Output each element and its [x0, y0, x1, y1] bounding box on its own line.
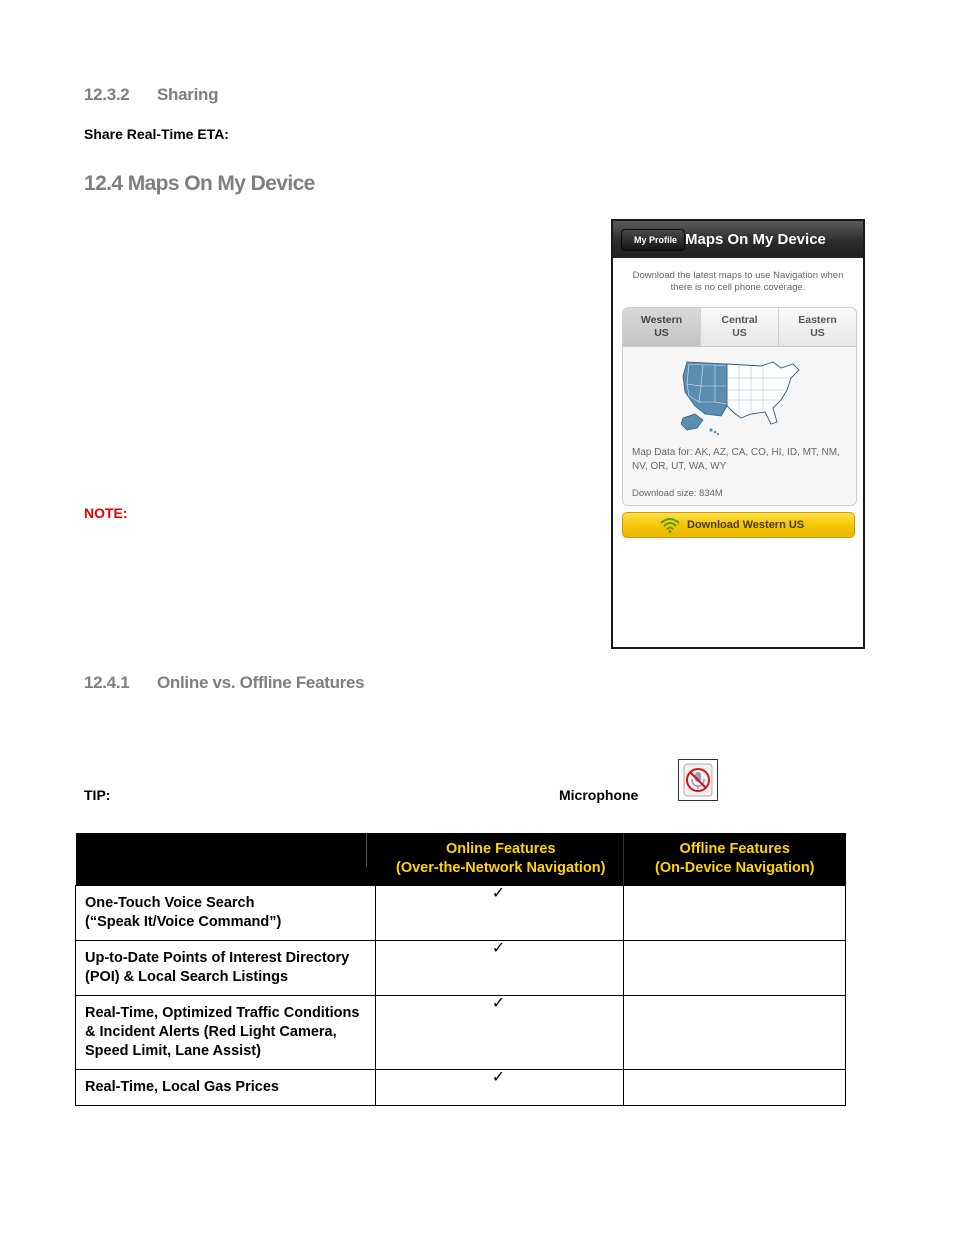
- feature-name-cell: [76, 996, 376, 1070]
- checkmark-icon: ✓: [491, 885, 506, 902]
- download-size-text: Download size: 834M: [632, 488, 723, 499]
- online-check-cell: [376, 941, 624, 996]
- feature-line: Real-Time, Optimized Traffic Conditions: [85, 1005, 360, 1021]
- section-title: Online vs. Offline Features: [157, 673, 365, 692]
- phone-nav-bar: [613, 221, 863, 258]
- us-map-image: [681, 356, 803, 436]
- map-data-text: Map Data for: AK, AZ, CA, CO, HI, ID, MT, NM, NV, OR, UT, WA, WY: [632, 447, 840, 472]
- offline-cell: [624, 886, 846, 941]
- online-check-cell: [376, 996, 624, 1070]
- feature-name-cell: [76, 941, 376, 996]
- feature-line: & Incident Alerts (Red Light Camera,: [85, 1024, 337, 1040]
- feature-line: (“Speak It/Voice Command”): [85, 914, 282, 930]
- phone-screen-title: Maps On My Device: [685, 231, 826, 248]
- feature-name-cell: [76, 1070, 376, 1106]
- tip-label: TIP:: [84, 787, 111, 803]
- table-header-row: [76, 833, 846, 886]
- checkmark-icon: ✓: [491, 995, 506, 1012]
- header-online-features: [376, 833, 624, 886]
- table-row: [76, 886, 846, 941]
- feature-line: Speed Limit, Lane Assist): [85, 1043, 261, 1059]
- tab-central-us[interactable]: [701, 308, 779, 346]
- note-label: NOTE:: [84, 505, 128, 521]
- share-eta-label: Share Real-Time ETA:: [84, 126, 229, 142]
- feature-line: Up-to-Date Points of Interest Directory: [85, 950, 350, 966]
- checkmark-icon: ✓: [491, 1069, 506, 1086]
- tab-label-line2: US: [732, 327, 747, 339]
- offline-cell: [624, 996, 846, 1070]
- tab-western-us[interactable]: [623, 308, 701, 346]
- section-number: 12.3.2: [84, 85, 130, 104]
- feature-line: One-Touch Voice Search: [85, 895, 255, 911]
- feature-name-cell: [76, 886, 376, 941]
- section-heading-sharing: [84, 85, 218, 105]
- region-card: [622, 307, 857, 506]
- download-western-us-button[interactable]: [622, 512, 855, 538]
- my-profile-back-button[interactable]: My Profile: [621, 229, 685, 251]
- download-button-label: Download Western US: [687, 519, 805, 531]
- region-tabs: [623, 308, 856, 347]
- table-row: [76, 1070, 846, 1106]
- tab-label-line1: Western: [640, 314, 683, 326]
- section-heading-maps: 12.4 Maps On My Device: [84, 172, 315, 195]
- header-empty-cell: [76, 833, 376, 886]
- section-title: Sharing: [157, 85, 219, 104]
- offline-cell: [624, 941, 846, 996]
- header-online-line2: (Over-the-Network Navigation): [396, 860, 606, 876]
- table-row: [76, 996, 846, 1070]
- maps-on-device-screenshot: [611, 219, 865, 649]
- tab-eastern-us[interactable]: [779, 308, 856, 346]
- header-online-line1: Online Features: [445, 841, 556, 857]
- table-row: [76, 941, 846, 996]
- microphone-muted-icon: [678, 759, 718, 801]
- tab-label-line2: US: [810, 327, 825, 339]
- section-number: 12.4.1: [84, 673, 130, 692]
- offline-cell: [624, 1070, 846, 1106]
- phone-description: Download the latest maps to use Navigation when there is no cell phone coverage.: [632, 270, 844, 293]
- feature-line: Real-Time, Local Gas Prices: [85, 1079, 279, 1095]
- section-heading-online-offline: [84, 673, 364, 693]
- tab-label-line1: Eastern: [798, 314, 837, 326]
- features-table: [75, 833, 846, 1106]
- online-check-cell: [376, 886, 624, 941]
- tab-label-line1: Central: [721, 314, 758, 326]
- header-offline-line1: Offline Features: [679, 841, 790, 857]
- online-check-cell: [376, 1070, 624, 1106]
- header-offline-line2: (On-Device Navigation): [654, 860, 815, 876]
- header-offline-features: [624, 833, 846, 886]
- microphone-label: Microphone: [559, 787, 639, 803]
- wifi-icon: [659, 517, 681, 533]
- feature-line: (POI) & Local Search Listings: [85, 969, 289, 985]
- tab-label-line2: US: [654, 327, 669, 339]
- checkmark-icon: ✓: [491, 940, 506, 957]
